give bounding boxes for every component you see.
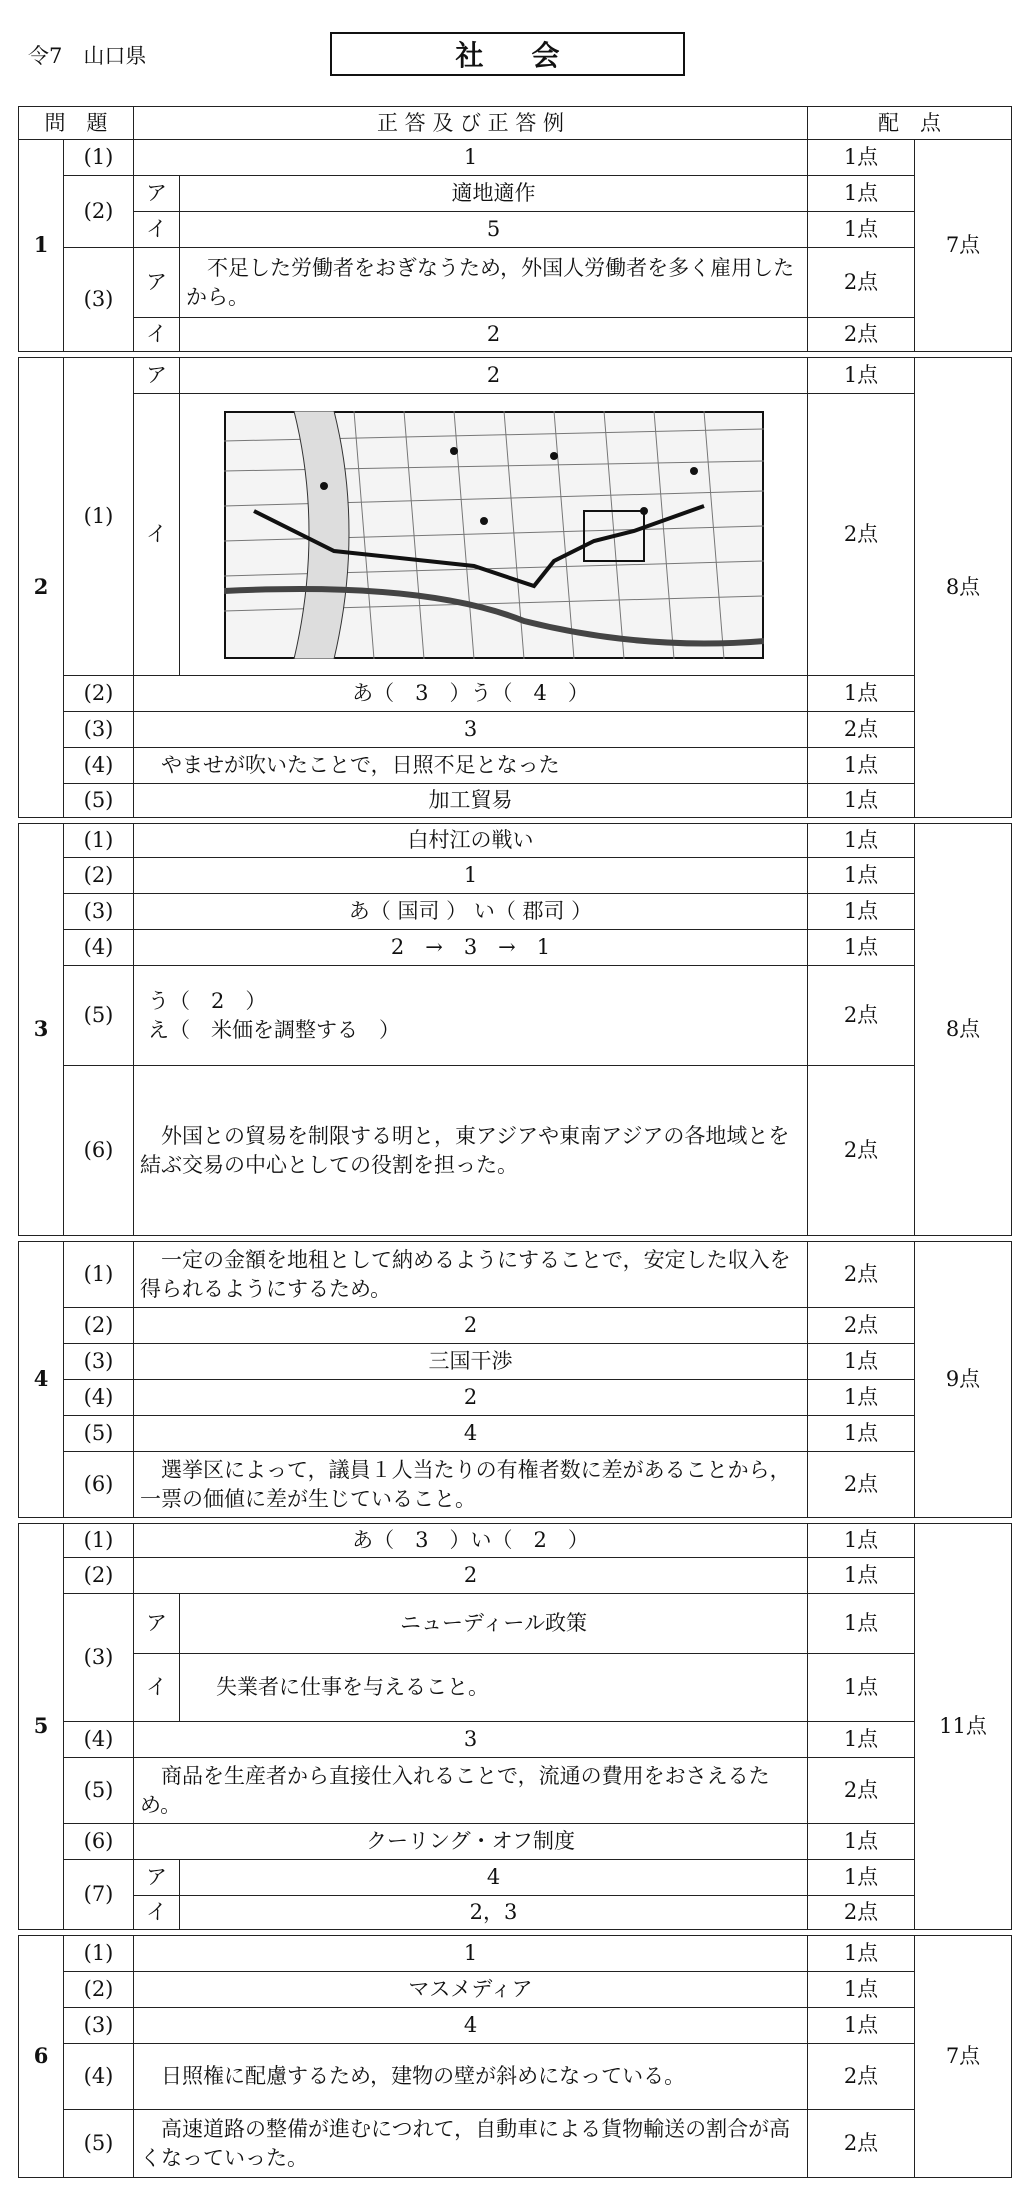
- answer-line-e: え（ 米価を調整する ）: [148, 1017, 400, 1042]
- answer-cell: 2 → 3 → 1: [134, 930, 808, 966]
- table-row: [19, 1066, 1012, 1236]
- points-cell: 1点: [808, 784, 915, 818]
- table-row: [19, 1344, 1012, 1380]
- section-number: 1: [19, 140, 64, 352]
- table-row: [19, 140, 1012, 176]
- points-cell: 1点: [808, 858, 915, 894]
- answer-cell: 商品を生産者から直接仕入れることで，流通の費用をおさえるため。: [134, 1758, 808, 1824]
- table-header-row: [19, 107, 1012, 140]
- table-row: [19, 1896, 1012, 1930]
- table-row: [19, 1558, 1012, 1594]
- table-row: [19, 176, 1012, 212]
- question-number: (3): [64, 2008, 134, 2044]
- answer-cell: 1: [134, 858, 808, 894]
- points-cell: 1点: [808, 1654, 915, 1722]
- table-row: [19, 1722, 1012, 1758]
- points-cell: 1点: [808, 1824, 915, 1860]
- col-header-points: 配 点: [808, 107, 1012, 140]
- table-row: [19, 1972, 1012, 2008]
- table-row: [19, 318, 1012, 352]
- sub-label: ア: [134, 1594, 180, 1654]
- table-row: [19, 748, 1012, 784]
- answer-cell: 2，3: [180, 1896, 808, 1930]
- answer-cell: [134, 966, 808, 1066]
- section-total: 11点: [915, 1524, 1012, 1930]
- table-row: [19, 1308, 1012, 1344]
- section-total: 7点: [915, 1936, 1012, 2178]
- answer-cell: 2: [180, 318, 808, 352]
- points-cell: 1点: [808, 358, 915, 394]
- question-number: (5): [64, 966, 134, 1066]
- table-row: [19, 824, 1012, 858]
- question-number: (4): [64, 2044, 134, 2110]
- question-number: (5): [64, 2110, 134, 2178]
- table-row: [19, 1380, 1012, 1416]
- question-number: (4): [64, 930, 134, 966]
- answer-cell: 不足した労働者をおぎなうため，外国人労働者を多く雇用したから。: [180, 248, 808, 318]
- points-cell: 2点: [808, 2110, 915, 2178]
- table-row: [19, 1242, 1012, 1308]
- title-char-1: 社: [455, 39, 484, 72]
- answer-cell: 3: [134, 712, 808, 748]
- answer-cell-map: [180, 394, 808, 676]
- table-row: [19, 2008, 1012, 2044]
- answer-cell: 2: [180, 358, 808, 394]
- points-cell: 1点: [808, 748, 915, 784]
- table-row: [19, 1524, 1012, 1558]
- points-cell: 1点: [808, 1722, 915, 1758]
- section-number: 4: [19, 1242, 64, 1518]
- answer-cell: 日照権に配慮するため，建物の壁が斜めになっている。: [134, 2044, 808, 2110]
- table-row: [19, 2044, 1012, 2110]
- question-number: (3): [64, 1594, 134, 1722]
- section-total: 9点: [915, 1242, 1012, 1518]
- points-cell: 1点: [808, 676, 915, 712]
- section-number: 2: [19, 358, 64, 818]
- question-number: (4): [64, 1722, 134, 1758]
- points-cell: 1点: [808, 1972, 915, 2008]
- answer-cell: 4: [180, 1860, 808, 1896]
- points-cell: 2点: [808, 318, 915, 352]
- points-cell: 1点: [808, 894, 915, 930]
- points-cell: 1点: [808, 1416, 915, 1452]
- question-number: (3): [64, 1344, 134, 1380]
- question-number: (1): [64, 140, 134, 176]
- question-number: (3): [64, 712, 134, 748]
- table-row: [19, 1824, 1012, 1860]
- answer-cell: 白村江の戦い: [134, 824, 808, 858]
- question-number: (6): [64, 1452, 134, 1518]
- answer-cell: 失業者に仕事を与えること。: [180, 1654, 808, 1722]
- answer-cell: 3: [134, 1722, 808, 1758]
- table-row: [19, 1452, 1012, 1518]
- question-number: (1): [64, 1936, 134, 1972]
- question-number: (3): [64, 894, 134, 930]
- subject-title-box: [330, 32, 685, 76]
- title-char-2: 会: [531, 39, 560, 72]
- sub-label: ア: [134, 358, 180, 394]
- table-row: [19, 1416, 1012, 1452]
- table-row: [19, 1758, 1012, 1824]
- points-cell: 1点: [808, 1558, 915, 1594]
- points-cell: 2点: [808, 1308, 915, 1344]
- col-header-question: 問 題: [19, 107, 134, 140]
- answer-cell: 2: [134, 1380, 808, 1416]
- answer-cell: 加工貿易: [134, 784, 808, 818]
- sub-label: イ: [134, 212, 180, 248]
- question-number: (2): [64, 176, 134, 248]
- question-number: (2): [64, 676, 134, 712]
- answer-cell: やませが吹いたことで，日照不足となった: [134, 748, 808, 784]
- points-cell: 2点: [808, 2044, 915, 2110]
- question-number: (5): [64, 1416, 134, 1452]
- answer-cell: ニューディール政策: [180, 1594, 808, 1654]
- sub-label: イ: [134, 1896, 180, 1930]
- answer-line-u: う（ 2 ）: [148, 989, 267, 1014]
- table-row: [19, 966, 1012, 1066]
- topographic-map-icon: [224, 411, 764, 659]
- answer-cell: 高速道路の整備が進むにつれて，自動車による貨物輸送の割合が高くなっていった。: [134, 2110, 808, 2178]
- question-number: (2): [64, 1972, 134, 2008]
- question-number: (5): [64, 1758, 134, 1824]
- points-cell: 2点: [808, 248, 915, 318]
- question-number: (2): [64, 1558, 134, 1594]
- question-number: (2): [64, 858, 134, 894]
- answer-cell: 外国との貿易を制限する明と，東アジアや東南アジアの各地域とを結ぶ交易の中心としての役割を担った。: [134, 1066, 808, 1236]
- table-row: [19, 1654, 1012, 1722]
- answer-cell: あ（ 3 ）う（ 4 ）: [134, 676, 808, 712]
- table-row: [19, 858, 1012, 894]
- question-number: (2): [64, 1308, 134, 1344]
- points-cell: 1点: [808, 1524, 915, 1558]
- section-total: 8点: [915, 358, 1012, 818]
- question-number: (1): [64, 1524, 134, 1558]
- points-cell: 2点: [808, 1452, 915, 1518]
- answer-cell: マスメディア: [134, 1972, 808, 2008]
- points-cell: 1点: [808, 140, 915, 176]
- section-number: 6: [19, 1936, 64, 2178]
- points-cell: 1点: [808, 212, 915, 248]
- sub-label: ア: [134, 176, 180, 212]
- question-number: (1): [64, 1242, 134, 1308]
- answer-cell: 1: [134, 1936, 808, 1972]
- sub-label: イ: [134, 318, 180, 352]
- answer-cell: 適地適作: [180, 176, 808, 212]
- table-row: [19, 1860, 1012, 1896]
- points-cell: 1点: [808, 930, 915, 966]
- points-cell: 2点: [808, 1758, 915, 1824]
- points-cell: 1点: [808, 1344, 915, 1380]
- table-row: [19, 248, 1012, 318]
- question-number: (4): [64, 748, 134, 784]
- table-row: [19, 784, 1012, 818]
- answer-cell: 2: [134, 1308, 808, 1344]
- points-cell: 1点: [808, 1860, 915, 1896]
- table-row: [19, 212, 1012, 248]
- question-number: (5): [64, 784, 134, 818]
- points-cell: 2点: [808, 1066, 915, 1236]
- table-row: [19, 712, 1012, 748]
- section-total: 7点: [915, 140, 1012, 352]
- answer-cell: 2: [134, 1558, 808, 1594]
- table-row: [19, 394, 1012, 676]
- question-number: (7): [64, 1860, 134, 1930]
- table-row: [19, 894, 1012, 930]
- answer-cell: 選挙区によって，議員１人当たりの有権者数に差があることから，一票の価値に差が生じていること。: [134, 1452, 808, 1518]
- answer-cell: 5: [180, 212, 808, 248]
- sub-label: イ: [134, 1654, 180, 1722]
- answer-cell: 4: [134, 1416, 808, 1452]
- question-number: (6): [64, 1824, 134, 1860]
- sub-label: ア: [134, 248, 180, 318]
- answer-cell: 一定の金額を地租として納めるようにすることで，安定した収入を得られるようにするため。: [134, 1242, 808, 1308]
- answer-cell: あ（ 国司 ） い（ 郡司 ）: [134, 894, 808, 930]
- answer-cell: 1: [134, 140, 808, 176]
- points-cell: 2点: [808, 712, 915, 748]
- answer-cell: クーリング・オフ制度: [134, 1824, 808, 1860]
- points-cell: 2点: [808, 1896, 915, 1930]
- points-cell: 1点: [808, 824, 915, 858]
- question-number: (4): [64, 1380, 134, 1416]
- exam-header: 令7 山口県: [28, 44, 147, 68]
- points-cell: 1点: [808, 2008, 915, 2044]
- points-cell: 1点: [808, 1380, 915, 1416]
- question-number: (1): [64, 358, 134, 676]
- section-number: 5: [19, 1524, 64, 1930]
- answer-cell: あ（ 3 ）い（ 2 ）: [134, 1524, 808, 1558]
- points-cell: 1点: [808, 1594, 915, 1654]
- points-cell: 2点: [808, 394, 915, 676]
- section-total: 8点: [915, 824, 1012, 1236]
- answer-table: [18, 106, 1012, 2178]
- table-row: [19, 930, 1012, 966]
- question-number: (1): [64, 824, 134, 858]
- points-cell: 2点: [808, 1242, 915, 1308]
- points-cell: 1点: [808, 1936, 915, 1972]
- question-number: (6): [64, 1066, 134, 1236]
- sub-label: ア: [134, 1860, 180, 1896]
- points-cell: 1点: [808, 176, 915, 212]
- section-number: 3: [19, 824, 64, 1236]
- table-row: [19, 358, 1012, 394]
- col-header-answer: 正 答 及 び 正 答 例: [134, 107, 808, 140]
- answer-cell: 4: [134, 2008, 808, 2044]
- table-row: [19, 1936, 1012, 1972]
- sub-label: イ: [134, 394, 180, 676]
- answer-cell: 三国干渉: [134, 1344, 808, 1380]
- points-cell: 2点: [808, 966, 915, 1066]
- table-row: [19, 2110, 1012, 2178]
- table-row: [19, 676, 1012, 712]
- question-number: (3): [64, 248, 134, 352]
- table-row: [19, 1594, 1012, 1654]
